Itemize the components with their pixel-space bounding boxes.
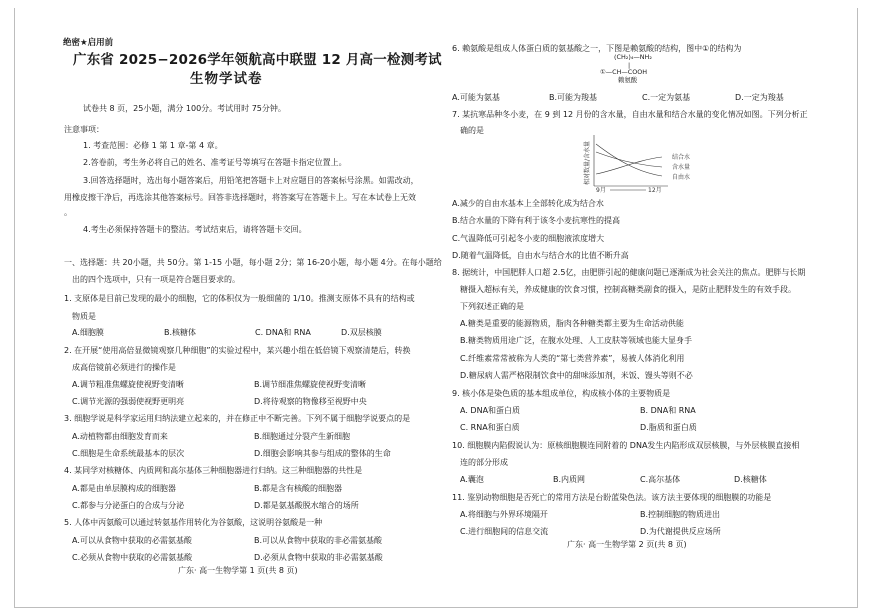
question-4: 4. 某同学对核糖体、内质网和高尔基体三种细胞器进行归纳。这三种细胞器的共性是 <box>64 466 363 475</box>
page-footer-right: 广东· 高一生物学第 2 页(共 8 页) <box>567 540 687 549</box>
q2-option-b: B.调节细准焦螺旋使视野变清晰 <box>254 380 367 389</box>
question-6: 6. 赖氨酸是组成人体蛋白质的氨基酸之一，下图是赖氨酸的结构，图中①的结构为 <box>452 44 742 53</box>
q6-option-c: C.一定为氨基 <box>642 93 691 102</box>
q9-option-c: C. RNA和蛋白质 <box>460 423 520 432</box>
q4-option-a: A.都是由单层膜构成的细胞器 <box>72 484 176 493</box>
q10-option-b: B.内质网 <box>553 475 586 484</box>
q5-option-a: A.可以从食物中获取的必需氨基酸 <box>72 536 192 545</box>
section-heading-cont: 出的四个选项中，只有一项是符合题目要求的。 <box>72 275 240 284</box>
q8-option-d: D.糖尿病人需严格限制饮食中的甜味添加剂，米饭、馒头等则不必 <box>460 371 693 380</box>
q9-option-a: A. DNA和蛋白质 <box>460 406 521 415</box>
chart-y-label: 相对数量/含水量 <box>584 140 591 186</box>
subject-title: 生物学试卷 <box>190 71 263 87</box>
question-2-cont: 成高倍镜前必须进行的操作是 <box>72 363 176 372</box>
x-tick-dec: 12月 <box>648 187 662 194</box>
exam-title: 广东省 2025−2026学年领航高中联盟 12 月高一检测考试 <box>73 52 442 68</box>
q3-option-a: A.动植物都由细胞发育而来 <box>72 432 168 441</box>
q11-option-c: C.进行细胞间的信息交流 <box>460 527 549 536</box>
q11-option-a: A.将细胞与外界环境隔开 <box>460 510 548 519</box>
scan-edge-right <box>857 8 858 608</box>
q10-option-d: D.核糖体 <box>734 475 767 484</box>
scan-edge-bottom <box>14 607 858 608</box>
q1-option-d: D.双层核膜 <box>341 328 382 337</box>
q3-option-b: B.细胞通过分裂产生新细胞 <box>254 432 351 441</box>
notice-item: 1. 考查范围：必修 1 第 1 章-第 4 章。 <box>83 141 223 150</box>
section-heading: 一、选择题：共 20小题，共 50分。第 1-15 小题，每小题 2分；第 16-20小题，每小题 4分。在每小题给 <box>64 258 442 267</box>
question-9: 9. 核小体是染色质的基本组成单位，构成核小体的主要物质是 <box>452 389 671 398</box>
q11-option-b: B.控制细胞的物质进出 <box>640 510 721 519</box>
page-footer-left: 广东· 高一生物学第 1 页(共 8 页) <box>178 566 298 575</box>
q9-option-d: D.脂质和蛋白质 <box>640 423 697 432</box>
q2-option-d: D.将待观察的物像移至视野中央 <box>254 397 367 406</box>
q3-option-d: D.细胞会影响其参与组成的整体的生命 <box>254 449 391 458</box>
question-3: 3. 细胞学说是科学家运用归纳法建立起来的，并在修正中不断完善。下列不属于细胞学说要点的是 <box>64 414 411 423</box>
q10-option-a: A.囊泡 <box>460 475 484 484</box>
question-10: 10. 细胞膜内陷假说认为：原核细胞膜连同附着的 DNA发生内陷形成双层核膜，与外层核膜直接相 <box>452 441 800 450</box>
question-1: 1. 支原体是目前已发现的最小的细胞，它的体积仅为一般细菌的 1/10。推测支原体不具有的结构或 <box>64 294 415 303</box>
q8-option-a: A.糖类是重要的能源物质，脂肉各种糖类都主要为生命活动供能 <box>460 319 684 328</box>
question-7-cont: 确的是 <box>460 126 484 135</box>
lysine-backbone: ①—CH—COOH <box>600 68 648 76</box>
question-10-cont: 连的部分形成 <box>460 458 508 467</box>
question-2: 2. 在开展“使用高倍显微镜观察几种细胞”的实验过程中，某兴趣小组在低倍镜下观察清楚后，转换 <box>64 346 411 355</box>
legend-bound-water: 结合水 <box>672 154 691 161</box>
question-8-cont: 下列叙述正确的是 <box>460 302 524 311</box>
scan-edge-left <box>14 8 15 608</box>
q11-option-d: D.为代谢提供反应场所 <box>640 527 721 536</box>
notice-item-cont: 。 <box>64 208 72 217</box>
q5-option-b: B.可以从食物中获取的非必需氨基酸 <box>254 536 383 545</box>
lysine-label: 赖氨酸 <box>618 75 638 84</box>
legend-total-water: 含水量 <box>672 164 691 171</box>
q8-option-c: C.纤维素常常被称为人类的“第七类营养素”，易被人体消化利用 <box>460 354 685 363</box>
q7-option-d: D.随着气温降低，自由水与结合水的比值不断升高 <box>452 251 629 260</box>
q1-option-c: C. DNA和 RNA <box>255 328 311 337</box>
notice-item: 3.回答选择题时，选出每小题答案后，用铅笔把答题卡上对应题目的答案标号涂黑。如需改动， <box>83 176 419 185</box>
question-1-cont: 物质是 <box>72 312 96 321</box>
lysine-bond: | <box>628 60 631 69</box>
q2-option-c: C.调节光源的强弱使视野更明亮 <box>72 397 185 406</box>
water-content-chart <box>582 132 712 194</box>
q9-option-b: B. DNA和 RNA <box>640 406 696 415</box>
q6-option-d: D.一定为羧基 <box>735 93 784 102</box>
question-7: 7. 某抗寒品种冬小麦，在 9 到 12 月份的含水量，自由水量和结合水量的变化情况如图。下列分析正 <box>452 110 808 119</box>
question-8-cont: 糖摄入超标有关，养成健康的饮食习惯，控制高糖类副食的摄入，是防止肥胖发生的有效手段。 <box>460 285 796 294</box>
lysine-side-chain: (CH₂)₄—NH₂ <box>614 53 652 61</box>
exam-intro: 试卷共 8 页，25小题，满分 100分。考试用时 75分钟。 <box>83 104 286 113</box>
question-8: 8. 据统计，中国肥胖人口超 2.5亿，由肥胖引起的健康问题已逐渐成为社会关注的焦点。肥胖与长期 <box>452 268 806 277</box>
q4-option-c: C.都参与分泌蛋白的合成与分泌 <box>72 501 185 510</box>
q6-option-a: A.可能为氨基 <box>452 93 500 102</box>
notice-item: 2.答卷前，考生务必将自己的姓名、准考证号等填写在答题卡指定位置上。 <box>83 158 347 167</box>
q1-option-a: A.细胞膜 <box>72 328 104 337</box>
q4-option-b: B.都是含有核酸的细胞器 <box>254 484 343 493</box>
notice-item-cont: 用橡皮擦干净后，再选涂其他答案标号。回答非选择题时，将答案写在答题卡上。写在本试卷上无效 <box>64 193 416 202</box>
q10-option-c: C.高尔基体 <box>640 475 681 484</box>
q3-option-c: C.细胞是生命系统最基本的层次 <box>72 449 185 458</box>
confidential-label: 绝密★启用前 <box>63 38 114 48</box>
notice-heading: 注意事项： <box>64 125 104 134</box>
q6-option-b: B.可能为羧基 <box>549 93 598 102</box>
legend-free-water: 自由水 <box>672 174 691 181</box>
q8-option-b: B.糖类物质用途广泛，在腹水处理、人工皮肤等领域也能大显身手 <box>460 336 693 345</box>
question-11: 11. 鉴别动物细胞是否死亡的常用方法是台盼蓝染色法。该方法主要体现的细胞膜的功能是 <box>452 493 772 502</box>
lysine-structure-figure <box>600 54 652 84</box>
x-tick-sep: 9月 <box>596 187 606 194</box>
series-line-free-water <box>596 144 662 176</box>
notice-item: 4.考生必须保持答题卡的整洁。考试结束后，请将答题卡交回。 <box>83 225 307 234</box>
q5-option-d: D.必须从食物中获取的非必需氨基酸 <box>254 553 383 562</box>
q7-option-b: B.结合水量的下降有利于该冬小麦抗寒性的提高 <box>452 216 621 225</box>
question-5: 5. 人体中丙氨酸可以通过转氨基作用转化为谷氨酸，这说明谷氨酸是一种 <box>64 518 323 527</box>
q5-option-c: C.必须从食物中获取的必需氨基酸 <box>72 553 193 562</box>
q1-option-b: B.核糖体 <box>164 328 197 337</box>
q7-option-c: C.气温降低可引起冬小麦的细胞液浓度增大 <box>452 234 605 243</box>
q2-option-a: A.调节粗准焦螺旋使视野变清晰 <box>72 380 184 389</box>
q4-option-d: D.都是氨基酸脱水缩合的场所 <box>254 501 359 510</box>
q7-option-a: A.减少的自由水基本上全部转化成为结合水 <box>452 199 604 208</box>
